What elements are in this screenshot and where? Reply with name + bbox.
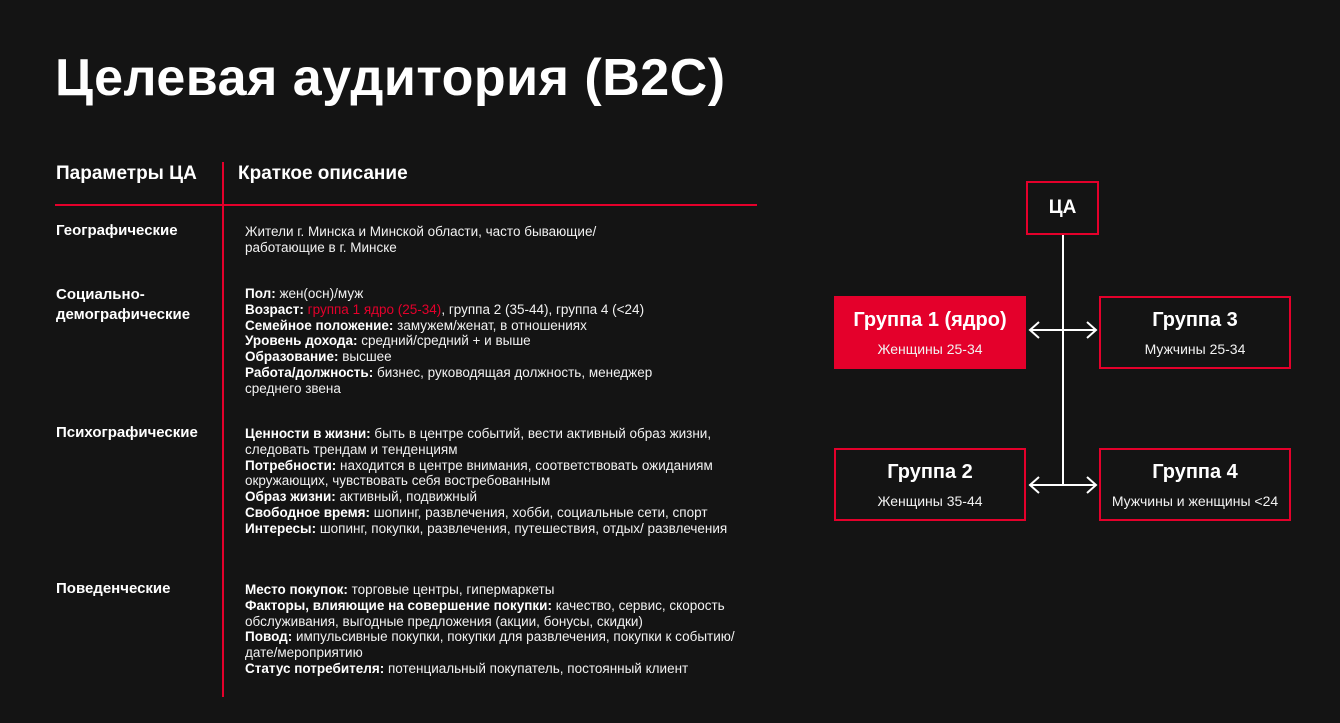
ca-root-box — [1026, 181, 1099, 235]
desc-line: Жители г. Минска и Минской области, часто бывающие/ работающие в г. Минске — [245, 224, 597, 255]
param-psychographic: Психографические — [56, 424, 198, 441]
group-3-box — [1099, 296, 1291, 369]
group-2-title: Группа 2 — [887, 460, 973, 483]
desc-line: Семейное положение: замужем/женат, в отношениях — [245, 317, 587, 333]
desc-line: Повод: импульсивные покупки, покупки для развлечения, покупки к событию/ дате/мероприятию — [245, 629, 735, 661]
header-params: Параметры ЦА — [56, 163, 197, 184]
desc-line: Потребности: находится в центре внимания, соответствовать ожиданиям окружающих, чувствовать себя востребованным — [245, 457, 713, 489]
desc-line: Факторы, влияющие на совершение покупки: качество, сервис, скорость обслуживания, выгодные предложения (акции, бонусы, скидки) — [245, 597, 725, 629]
group-2-subtitle: Женщины 35-44 — [877, 492, 983, 509]
group-1-box — [834, 296, 1026, 369]
group-4-box — [1099, 448, 1291, 521]
desc-line: Образ жизни: активный, подвижный — [245, 489, 478, 505]
group-3-title: Группа 3 — [1152, 308, 1238, 331]
group-3-subtitle: Мужчины 25-34 — [1144, 340, 1246, 357]
desc-line: Ценности в жизни: быть в центре событий, вести активный образ жизни, следовать трендам и тенденциям — [245, 426, 712, 457]
group-4-title: Группа 4 — [1152, 460, 1238, 483]
ca-root-label: ЦА — [1048, 197, 1077, 218]
header-description: Краткое описание — [238, 163, 408, 184]
desc-line: Свободное время: шопинг, развлечения, хобби, социальные сети, спорт — [245, 504, 708, 520]
desc-line: Интересы: шопинг, покупки, развлечения, путешествия, отдых/ развлечения — [245, 520, 728, 536]
core-group-highlight: группа 1 ядро (25-34) — [303, 301, 442, 317]
page-title: Целевая аудитория (B2C) — [55, 49, 726, 107]
desc-line: Пол: жен(осн)/муж — [245, 286, 364, 301]
param-behavioral: Поведенческие — [56, 580, 171, 597]
param-geographic: Географические — [56, 222, 178, 239]
group-1-subtitle: Женщины 25-34 — [877, 340, 983, 357]
desc-line: Статус потребителя: потенциальный покупатель, постоянный клиент — [245, 660, 689, 676]
desc-line: Работа/должность: бизнес, руководящая должность, менеджер среднего звена — [245, 364, 653, 396]
group-4-subtitle: Мужчины и женщины <24 — [1111, 492, 1279, 509]
group-1-title: Группа 1 (ядро) — [853, 308, 1007, 331]
desc-line: Уровень дохода: средний/средний + и выше — [245, 333, 531, 349]
param-sociodemographic: Социально-демографические — [56, 286, 191, 323]
desc-line: Возраст: группа 1 ядро (25-34), группа 2 (35-44), группа 4 (<24) — [245, 301, 645, 317]
desc-line: Образование: высшее — [245, 349, 392, 365]
desc-line: Место покупок: торговые центры, гипермаркеты — [245, 582, 555, 597]
group-2-box — [834, 448, 1026, 521]
